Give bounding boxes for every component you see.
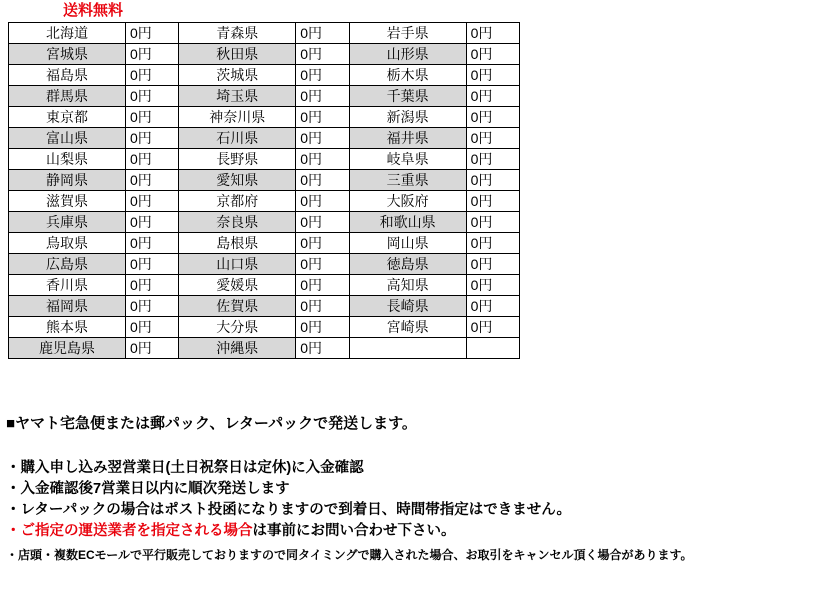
fee-cell: 0円 xyxy=(296,212,349,233)
prefecture-cell: 鳥取県 xyxy=(9,233,126,254)
fee-cell: 0円 xyxy=(296,107,349,128)
prefecture-cell: 鹿児島県 xyxy=(9,338,126,359)
table-row xyxy=(9,233,520,254)
prefecture-cell: 広島県 xyxy=(9,254,126,275)
fee-cell: 0円 xyxy=(466,65,519,86)
table-row xyxy=(9,191,520,212)
notes-block xyxy=(6,458,816,565)
prefecture-cell: 静岡県 xyxy=(9,170,126,191)
prefecture-cell: 福井県 xyxy=(349,128,466,149)
prefecture-cell: 富山県 xyxy=(9,128,126,149)
fee-cell: 0円 xyxy=(296,233,349,254)
fee-cell: 0円 xyxy=(296,275,349,296)
fee-cell: 0円 xyxy=(296,65,349,86)
shipping-method-note: ■ヤマト宅急便または郵パック、レターパックで発送します。 xyxy=(6,415,417,432)
prefecture-cell: 佐賀県 xyxy=(179,296,296,317)
fee-cell: 0円 xyxy=(125,149,178,170)
fee-cell: 0円 xyxy=(125,212,178,233)
fee-cell: 0円 xyxy=(296,317,349,338)
fee-cell: 0円 xyxy=(125,317,178,338)
table-row xyxy=(9,86,520,107)
prefecture-cell: 神奈川県 xyxy=(179,107,296,128)
note-line-3: ・レターパックの場合はポスト投函になりますので到着日、時間帯指定はできません。 xyxy=(6,502,572,518)
fee-cell: 0円 xyxy=(466,128,519,149)
fee-cell: 0円 xyxy=(466,44,519,65)
prefecture-cell: 千葉県 xyxy=(349,86,466,107)
prefecture-cell: 和歌山県 xyxy=(349,212,466,233)
prefecture-cell: 青森県 xyxy=(179,23,296,44)
fee-cell: 0円 xyxy=(466,275,519,296)
prefecture-cell: 東京都 xyxy=(9,107,126,128)
fee-cell: 0円 xyxy=(296,170,349,191)
prefecture-cell: 岩手県 xyxy=(349,23,466,44)
fee-cell: 0円 xyxy=(296,149,349,170)
fee-cell: 0円 xyxy=(125,170,178,191)
prefecture-cell: 岡山県 xyxy=(349,233,466,254)
fee-cell: 0円 xyxy=(466,23,519,44)
prefecture-cell: 秋田県 xyxy=(179,44,296,65)
table-row xyxy=(9,296,520,317)
prefecture-cell: 岐阜県 xyxy=(349,149,466,170)
fee-cell: 0円 xyxy=(296,86,349,107)
fee-cell: 0円 xyxy=(296,338,349,359)
prefecture-cell: 滋賀県 xyxy=(9,191,126,212)
fee-cell: 0円 xyxy=(125,23,178,44)
prefecture-cell: 長野県 xyxy=(179,149,296,170)
fee-cell: 0円 xyxy=(296,128,349,149)
empty-cell xyxy=(349,338,466,359)
prefecture-cell: 山形県 xyxy=(349,44,466,65)
fee-cell: 0円 xyxy=(466,212,519,233)
fee-cell: 0円 xyxy=(125,296,178,317)
prefecture-cell: 茨城県 xyxy=(179,65,296,86)
table-row xyxy=(9,170,520,191)
table-row xyxy=(9,254,520,275)
prefecture-cell: 徳島県 xyxy=(349,254,466,275)
prefecture-cell: 埼玉県 xyxy=(179,86,296,107)
fee-cell: 0円 xyxy=(296,254,349,275)
prefecture-cell: 石川県 xyxy=(179,128,296,149)
fee-cell: 0円 xyxy=(466,296,519,317)
table-row xyxy=(9,275,520,296)
prefecture-cell: 山梨県 xyxy=(9,149,126,170)
empty-cell xyxy=(466,338,519,359)
fee-cell: 0円 xyxy=(125,107,178,128)
fee-cell: 0円 xyxy=(466,191,519,212)
prefecture-cell: 福岡県 xyxy=(9,296,126,317)
prefecture-cell: 大阪府 xyxy=(349,191,466,212)
note-line-5: ・店頭・複数ECモールで平行販売しておりますので同タイミングで購入された場合、お取引をキャンセル頂く場合があります。 xyxy=(6,548,693,562)
prefecture-cell: 長崎県 xyxy=(349,296,466,317)
shipping-fee-table-body xyxy=(9,23,520,359)
note-line-4-highlight: ・ご指定の運送業者を指定される場合 xyxy=(6,523,253,539)
fee-cell: 0円 xyxy=(125,275,178,296)
prefecture-cell: 大分県 xyxy=(179,317,296,338)
table-row xyxy=(9,149,520,170)
fee-cell: 0円 xyxy=(466,149,519,170)
prefecture-cell: 沖縄県 xyxy=(179,338,296,359)
fee-cell: 0円 xyxy=(125,128,178,149)
prefecture-cell: 兵庫県 xyxy=(9,212,126,233)
prefecture-cell: 高知県 xyxy=(349,275,466,296)
prefecture-cell: 宮崎県 xyxy=(349,317,466,338)
prefecture-cell: 愛媛県 xyxy=(179,275,296,296)
note-line-2: ・入金確認後7営業日以内に順次発送します xyxy=(6,481,290,497)
fee-cell: 0円 xyxy=(125,65,178,86)
fee-cell: 0円 xyxy=(466,317,519,338)
prefecture-cell: 新潟県 xyxy=(349,107,466,128)
prefecture-cell: 山口県 xyxy=(179,254,296,275)
table-row xyxy=(9,107,520,128)
prefecture-cell: 熊本県 xyxy=(9,317,126,338)
prefecture-cell: 宮城県 xyxy=(9,44,126,65)
prefecture-cell: 三重県 xyxy=(349,170,466,191)
prefecture-cell: 北海道 xyxy=(9,23,126,44)
fee-cell: 0円 xyxy=(296,296,349,317)
prefecture-cell: 群馬県 xyxy=(9,86,126,107)
fee-cell: 0円 xyxy=(125,254,178,275)
table-row xyxy=(9,23,520,44)
fee-cell: 0円 xyxy=(466,233,519,254)
note-line-1: ・購入申し込み翌営業日(土日祝祭日は定休)に入金確認 xyxy=(6,460,364,476)
fee-cell: 0円 xyxy=(296,44,349,65)
fee-cell: 0円 xyxy=(125,191,178,212)
table-row xyxy=(9,65,520,86)
fee-cell: 0円 xyxy=(125,338,178,359)
shipping-fee-table xyxy=(8,22,520,359)
fee-cell: 0円 xyxy=(466,170,519,191)
note-line-4-rest: は事前にお問い合わせ下さい。 xyxy=(252,523,456,539)
fee-cell: 0円 xyxy=(296,23,349,44)
prefecture-cell: 京都府 xyxy=(179,191,296,212)
table-row xyxy=(9,44,520,65)
fee-cell: 0円 xyxy=(466,86,519,107)
table-row xyxy=(9,128,520,149)
table-row xyxy=(9,338,520,359)
table-row xyxy=(9,317,520,338)
fee-cell: 0円 xyxy=(125,44,178,65)
fee-cell: 0円 xyxy=(125,86,178,107)
free-shipping-heading: 送料無料 xyxy=(63,2,124,19)
table-row xyxy=(9,212,520,233)
prefecture-cell: 愛知県 xyxy=(179,170,296,191)
prefecture-cell: 島根県 xyxy=(179,233,296,254)
prefecture-cell: 奈良県 xyxy=(179,212,296,233)
fee-cell: 0円 xyxy=(466,107,519,128)
fee-cell: 0円 xyxy=(296,191,349,212)
fee-cell: 0円 xyxy=(466,254,519,275)
prefecture-cell: 栃木県 xyxy=(349,65,466,86)
prefecture-cell: 香川県 xyxy=(9,275,126,296)
fee-cell: 0円 xyxy=(125,233,178,254)
prefecture-cell: 福島県 xyxy=(9,65,126,86)
note-line-4 xyxy=(6,521,816,542)
